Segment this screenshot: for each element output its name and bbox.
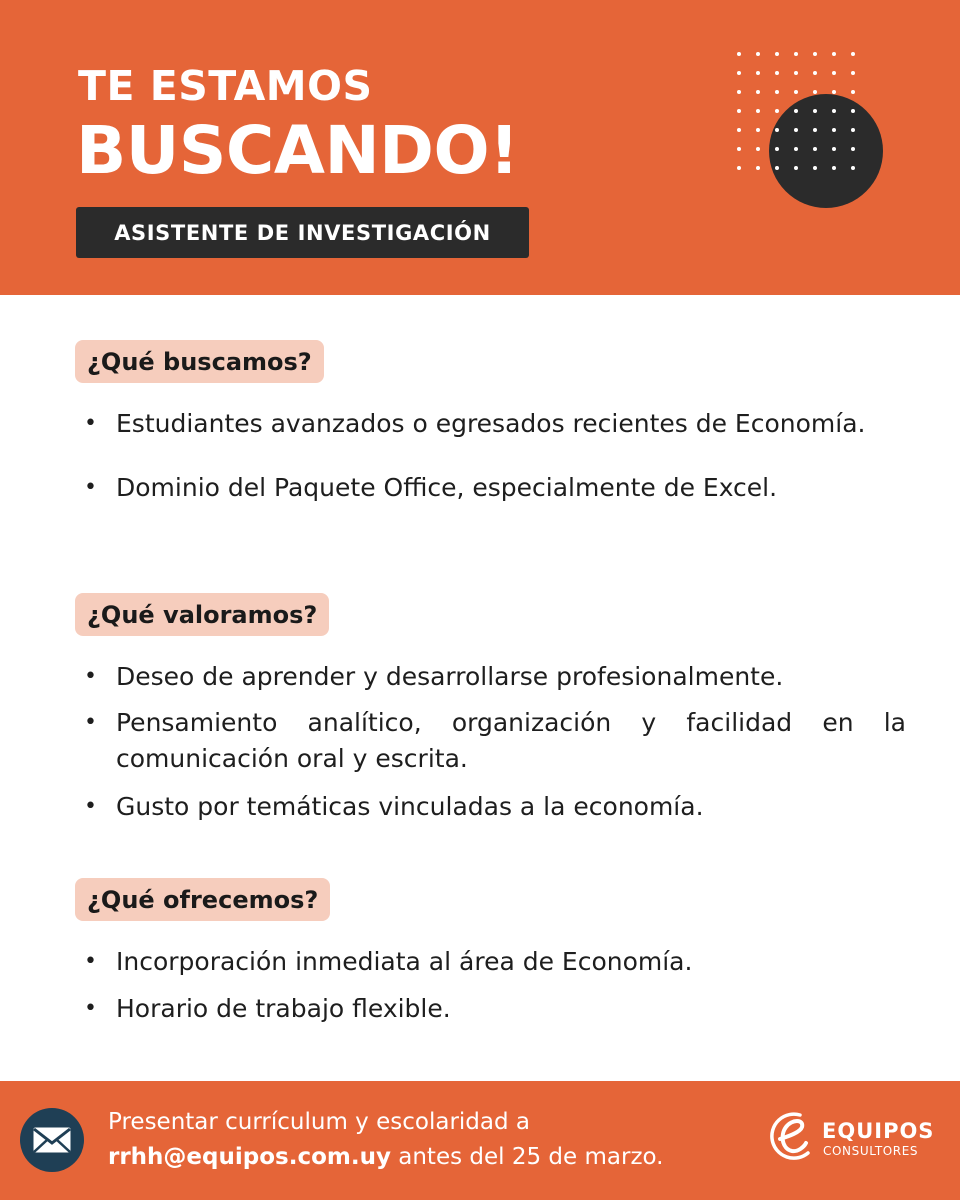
decorative-dot bbox=[794, 147, 798, 151]
list-item: • Pensamiento analítico, organización y facilidad en la comunicación oral y escrita. bbox=[84, 705, 906, 777]
decorative-dot bbox=[832, 90, 836, 94]
decorative-dot bbox=[813, 128, 817, 132]
decorative-dot bbox=[756, 90, 760, 94]
decorative-dot bbox=[775, 128, 779, 132]
decorative-dot bbox=[756, 147, 760, 151]
list-item: • Dominio del Paquete Office, especialmente de Excel. bbox=[84, 470, 906, 506]
decorative-dot bbox=[794, 52, 798, 56]
list-item: • Incorporación inmediata al área de Economía. bbox=[84, 944, 906, 980]
title-line-2: BUSCANDO! bbox=[76, 112, 519, 189]
decorative-dot bbox=[775, 147, 779, 151]
decorative-dot bbox=[775, 52, 779, 56]
footer-line-2 bbox=[108, 1140, 664, 1175]
role-badge: ASISTENTE DE INVESTIGACIÓN bbox=[76, 207, 529, 258]
decorative-dot bbox=[737, 52, 741, 56]
deadline-text: antes del 25 de marzo. bbox=[390, 1144, 664, 1170]
decorative-dot bbox=[813, 166, 817, 170]
decorative-dot bbox=[737, 90, 741, 94]
list-item: • Gusto por temáticas vinculadas a la economía. bbox=[84, 789, 906, 825]
decorative-dot bbox=[851, 109, 855, 113]
decorative-dot bbox=[813, 90, 817, 94]
decorative-dot bbox=[832, 128, 836, 132]
decorative-dot bbox=[832, 147, 836, 151]
list-item: • Estudiantes avanzados o egresados recientes de Economía. bbox=[84, 406, 906, 442]
decorative-dot bbox=[737, 109, 741, 113]
decorative-circle-dots bbox=[737, 52, 887, 212]
list-item: • Deseo de aprender y desarrollarse profesionalmente. bbox=[84, 659, 906, 695]
decorative-dot bbox=[794, 71, 798, 75]
decorative-dot bbox=[775, 109, 779, 113]
list-valoramos bbox=[84, 659, 906, 825]
list-buscamos bbox=[84, 406, 906, 506]
section-label-valoramos: ¿Qué valoramos? bbox=[75, 593, 329, 636]
section-label-ofrecemos: ¿Qué ofrecemos? bbox=[75, 878, 330, 921]
decorative-dot bbox=[813, 52, 817, 56]
footer-line-1: Presentar currículum y escolaridad a bbox=[108, 1109, 530, 1135]
decorative-dot bbox=[794, 90, 798, 94]
decorative-dot bbox=[832, 71, 836, 75]
list-ofrecemos bbox=[84, 944, 906, 1027]
list-item: • Horario de trabajo flexible. bbox=[84, 991, 906, 1027]
header-banner bbox=[0, 0, 960, 295]
decorative-dot bbox=[832, 166, 836, 170]
decorative-dot-grid bbox=[737, 52, 861, 172]
decorative-dot bbox=[851, 71, 855, 75]
decorative-dot bbox=[813, 147, 817, 151]
decorative-dot bbox=[775, 71, 779, 75]
decorative-dot bbox=[756, 52, 760, 56]
decorative-dot bbox=[851, 90, 855, 94]
company-logo bbox=[764, 1107, 944, 1171]
decorative-dot bbox=[775, 166, 779, 170]
title-line-1: TE ESTAMOS bbox=[78, 62, 373, 110]
logo-brand: EQUIPOS bbox=[822, 1119, 935, 1143]
decorative-dot bbox=[737, 147, 741, 151]
email-address[interactable]: rrhh@equipos.com.uy bbox=[108, 1144, 391, 1170]
decorative-dot bbox=[851, 166, 855, 170]
section-label-buscamos: ¿Qué buscamos? bbox=[75, 340, 324, 383]
decorative-dot bbox=[794, 128, 798, 132]
decorative-dot bbox=[851, 147, 855, 151]
decorative-dot bbox=[737, 166, 741, 170]
decorative-dot bbox=[756, 166, 760, 170]
decorative-dot bbox=[737, 71, 741, 75]
decorative-dot bbox=[794, 109, 798, 113]
equipos-e-icon bbox=[764, 1107, 818, 1165]
decorative-dot bbox=[756, 71, 760, 75]
envelope-icon bbox=[20, 1108, 84, 1172]
decorative-dot bbox=[756, 109, 760, 113]
decorative-dot bbox=[794, 166, 798, 170]
decorative-dot bbox=[851, 52, 855, 56]
decorative-dot bbox=[813, 71, 817, 75]
decorative-dot bbox=[775, 90, 779, 94]
decorative-dot bbox=[832, 109, 836, 113]
decorative-dot bbox=[832, 52, 836, 56]
decorative-dot bbox=[756, 128, 760, 132]
decorative-dot bbox=[813, 109, 817, 113]
decorative-dot bbox=[737, 128, 741, 132]
decorative-dot bbox=[851, 128, 855, 132]
footer-contact-text bbox=[108, 1105, 664, 1175]
logo-subtitle: CONSULTORES bbox=[823, 1144, 919, 1158]
footer-banner bbox=[0, 1081, 960, 1200]
